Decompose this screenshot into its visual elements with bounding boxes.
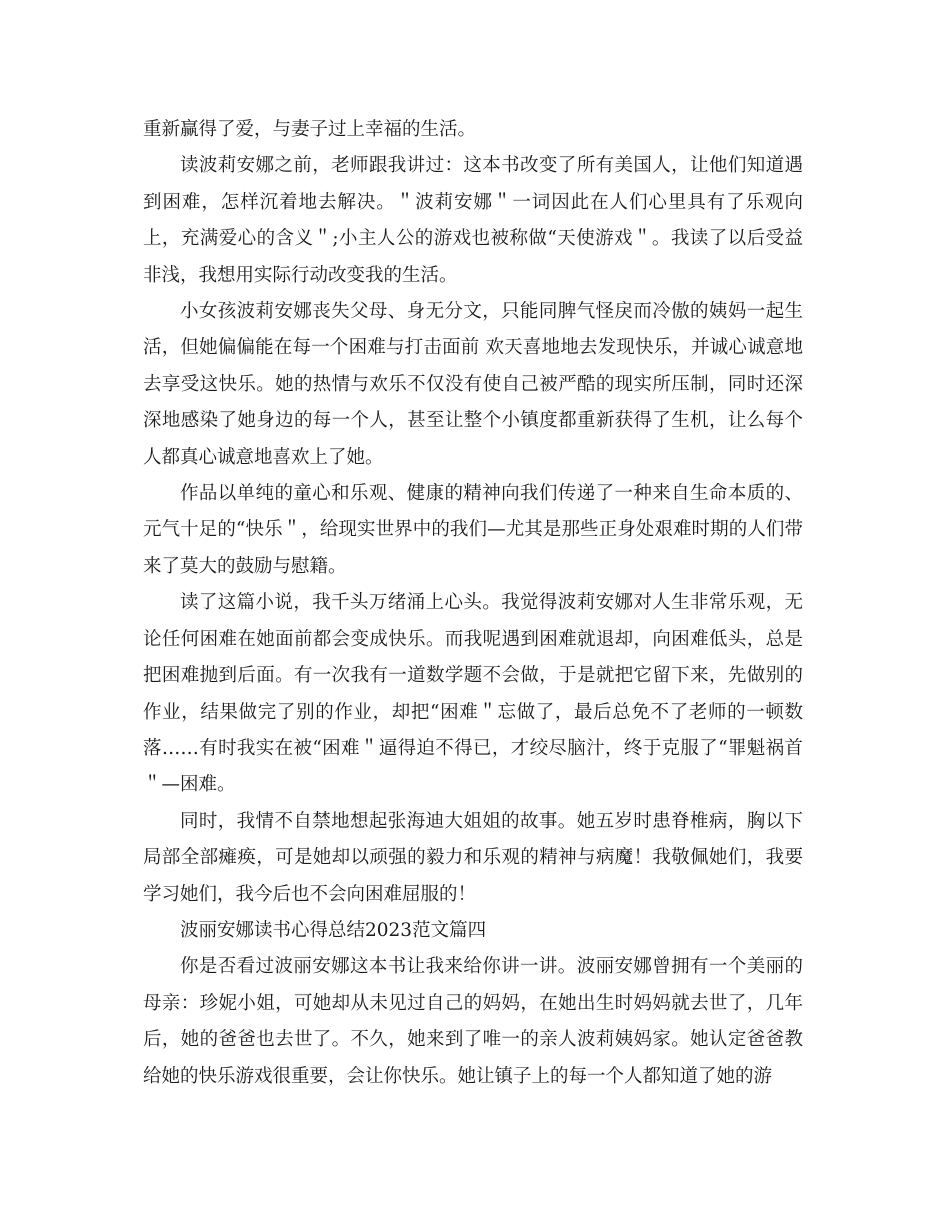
paragraph-zhang-haidi: 同时，我情不自禁地想起张海迪大姐姐的故事。她五岁时患脊椎病，胸以下局部全部瘫痪，可是她却以顽强的毅力和乐观的精神与病魔！我敬佩她们，我要学习她们，我今后也不会向困难屈服的！ [143,810,803,905]
paragraph-teacher-said: 读波莉安娜之前，老师跟我讲过：这本书改变了所有美国人，让他们知道遇到困难，怎样沉着地去解决。＂波莉安娜＂一词因此在人们心里具有了乐观向上，充满爱心的含义＂;小主人公的游戏也被称做“天使游戏＂。我读了以后受益非浅，我想用实际行动改变我的生活。 [143,155,803,286]
paragraph-pollyanna-story: 小女孩波莉安娜丧失父母、身无分文，只能同脾气怪戾而冷傲的姨妈一起生活，但她偏偏能在每一个困难与打击面前 欢天喜地地去发现快乐，并诚心诚意地去享受这快乐。她的热情与欢乐不仅没有使自己被严酷的现实所压制，同时还深深地感染了她身边的每一个人，甚至让整个小镇度都重新获得了生机，让么每个人都真心诚意地喜欢上了她。 [143,301,803,468]
paragraph-continuation: 重新赢得了爱，与妻子过上幸福的生活。 [143,119,477,140]
paragraph-have-you-read: 你是否看过波丽安娜这本书让我来给你讲一讲。波丽安娜曾拥有一个美丽的母亲：珍妮小姐，可她却从未见过自己的妈妈，在她出生时妈妈就去世了，几年后，她的爸爸也去世了。不久，她来到了唯一的亲人波莉姨妈家。她认定爸爸教给她的快乐游戏很重要，会让你快乐。她让镇子上的每一个人都知道了她的游 [143,956,803,1087]
document-body [143,112,803,1095]
paragraph-reflection: 读了这篇小说，我千头万绪涌上心头。我觉得波莉安娜对人生非常乐观，无论任何困难在她面前都会变成快乐。而我呢遇到困难就退却，向困难低头，总是把困难抛到后面。有一次我有一道数学题不会做，于是就把它留下来，先做别的作业，结果做完了别的作业，却把“困难＂忘做了，最后总免不了老师的一顿数落……有时我实在被“困难＂逼得迫不得已，才绞尽脑汁，终于克服了“罪魁祸首＂—困难。 [143,592,803,796]
section-heading: 波丽安娜读书心得总结2023范文篇四 [180,919,487,941]
paragraph-work-summary: 作品以单纯的童心和乐观、健康的精神向我们传递了一种来自生命本质的、元气十足的“快乐＂，给现实世界中的我们—尤其是那些正身处艰难时期的人们带来了莫大的鼓励与慰籍。 [143,483,803,577]
